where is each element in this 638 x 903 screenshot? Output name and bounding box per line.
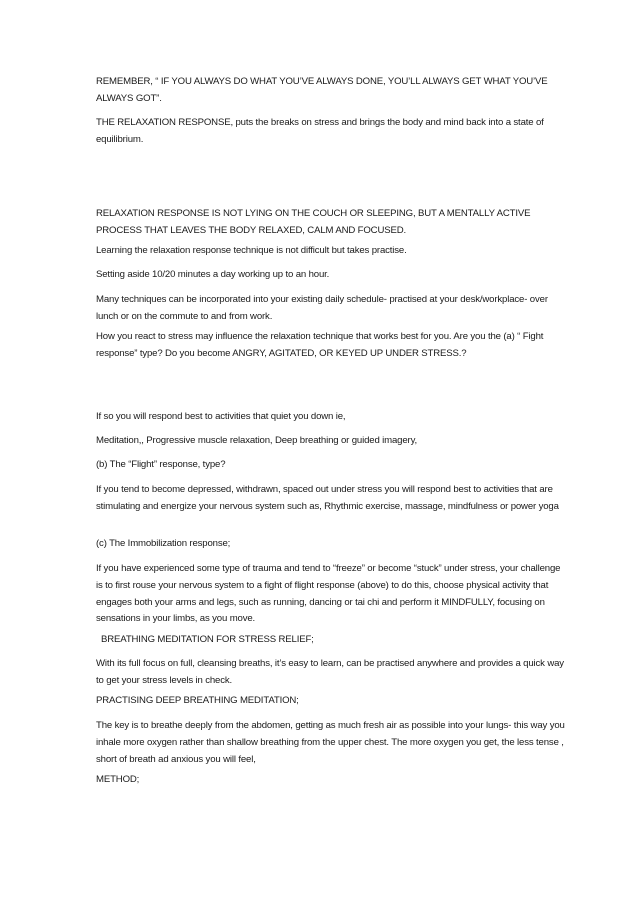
flight-response-paragraph: If you tend to become depressed, withdrawn, spaced out under stress you will respond best to activities that are stimulating and energize your nervous system such as, Rhythmic exercise, massage, mindfulness or power yoga [96, 484, 559, 512]
techniques-paragraph: Many techniques can be incorporated into your existing daily schedule- practised at your desk/workplace- over lunch or on the commute to and from work. [96, 294, 548, 322]
immobilization-heading: (c) The Immobilization response; [96, 538, 231, 549]
remember-quote-paragraph: REMEMBER, “ IF YOU ALWAYS DO WHAT YOU’VE ALWAYS DONE, YOU’LL ALWAYS GET WHAT YOU’VE ALWAYS GOT”. [96, 76, 548, 104]
method-heading: METHOD; [96, 774, 140, 785]
fight-response-paragraph: How you react to stress may influence the relaxation technique that works best for you. Are you the (a) “ Fight response” type? Do you become ANGRY, AGITATED, OR KEYED UP UNDER STRESS.? [96, 331, 544, 359]
relaxation-response-intro: THE RELAXATION RESPONSE, puts the breaks on stress and brings the body and mind back into a state of equilibrium. [96, 117, 544, 145]
flight-response-heading: (b) The “Flight” response, type? [96, 459, 226, 470]
practising-heading: PRACTISING DEEP BREATHING MEDITATION; [96, 695, 299, 706]
full-focus-paragraph: With its full focus on full, cleansing breaths, it’s easy to learn, can be practised anywhere and provides a quick way to get your stress levels in check. [96, 658, 564, 686]
setting-aside-paragraph: Setting aside 10/20 minutes a day working up to an hour. [96, 269, 330, 280]
meditation-list-paragraph: Meditation,, Progressive muscle relaxation, Deep breathing or guided imagery, [96, 435, 418, 446]
breathing-meditation-heading: BREATHING MEDITATION FOR STRESS RELIEF; [101, 634, 314, 645]
learning-paragraph: Learning the relaxation response technique is not difficult but takes practise. [96, 245, 407, 256]
immobilization-paragraph: If you have experienced some type of trauma and tend to “freeze” or become “stuck” under stress, your challenge is to first rouse your nervous system to a fight of flight response (above) to do this, choose physical activity that engages both your arms and legs, such as running, dancing or tai chi and perform it MINDFULLY, focusing on sensations in your limbs, as you move. [96, 563, 561, 625]
quiet-down-paragraph: If so you will respond best to activities that quiet you down ie, [96, 411, 346, 422]
relaxation-response-definition: RELAXATION RESPONSE IS NOT LYING ON THE COUCH OR SLEEPING, BUT A MENTALLY ACTIVE PROCESS THAT LEAVES THE BODY RELAXED, CALM AND FOCUSED. [96, 208, 531, 236]
key-breathe-paragraph: The key is to breathe deeply from the abdomen, getting as much fresh air as possible into your lungs- this way you inhale more oxygen rather than shallow breathing from the upper chest. The more oxygen you get, the less tense , short of breath ad anxious you will feel, [96, 720, 565, 765]
